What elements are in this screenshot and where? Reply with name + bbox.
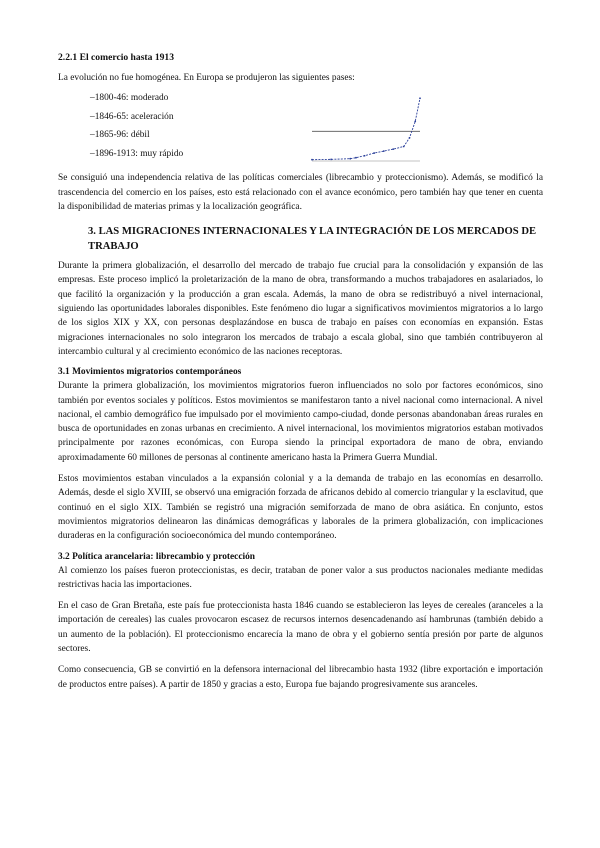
heading-2-2-1: 2.2.1 El comercio hasta 1913 bbox=[58, 52, 175, 63]
tariff-paragraph-2: En el caso de Gran Bretaña, este país fue proteccionista hasta 1846 cuando se establecieron las leyes de cereales (aranceles a la importación de cereales) las cuales provocaron escasez de recursos internos desencadenando así hambrunas (también debido a un aumento de la población). El proteccionismo encarecía la mano de obra y el gobierno sentía presión por parte de algunos sectores. bbox=[58, 601, 543, 655]
heading-3-migrations: 3. LAS MIGRACIONES INTERNACIONALES Y LA INTEGRACIÓN DE LOS MERCADOS DE TRABAJO bbox=[88, 226, 537, 253]
document-page bbox=[58, 52, 543, 692]
data-point bbox=[403, 146, 405, 148]
data-point bbox=[419, 98, 421, 100]
data-point bbox=[373, 152, 375, 154]
tariff-paragraph-3: Como consecuencia, GB se convirtió en la defensora internacional del librecambio hasta 1932 (libre exportación e importación de productos entre países). A partir de 1850 y gracias a esto, Europa fue bajando progresivamente sus aranceles. bbox=[58, 665, 543, 690]
data-point bbox=[355, 157, 357, 159]
data-point bbox=[409, 137, 411, 139]
trade-growth-chart bbox=[306, 91, 426, 167]
series-line bbox=[312, 99, 420, 160]
policy-paragraph: Se consiguió una independencia relativa de las políticas comerciales (librecambio y proteccionismo). Además, se modificó la trascendencia del comercio en los países, esto está relacionado con el avance económico, pero también hay que tener en cuenta la disponibilidad de materias primas y la localización geográfica. bbox=[58, 173, 543, 212]
data-point bbox=[364, 155, 366, 157]
data-point bbox=[311, 159, 313, 161]
phase-item: –1865-96: débil bbox=[90, 130, 150, 141]
data-point bbox=[383, 150, 385, 152]
phases-list bbox=[58, 89, 543, 163]
heading-3-1: 3.1 Movimientos migratorios contemporáneos bbox=[58, 367, 242, 378]
phase-item: –1896-1913: muy rápido bbox=[90, 148, 184, 159]
phase-item: –1846-65: aceleración bbox=[90, 111, 174, 122]
phase-item: –1800-46: moderado bbox=[90, 93, 169, 104]
phases-and-chart bbox=[58, 89, 543, 171]
data-point bbox=[414, 121, 416, 123]
movements-paragraph-1: Durante la primera globalización, los movimientos migratorios fueron influenciados no solo por factores económicos, sino también por eventos sociales y políticos. Estos movimientos se manifestaron tanto a nivel nacional como internacional. A nivel nacional, el cambio demográfico fue impulsado por el movimiento campo-ciudad, donde personas abandonaban áreas rurales en busca de oportunidades en zonas urbanas en crecimiento. A nivel internacional, los movimientos migratorios estaban motivados principalmente por razones económicas, con Europa siendo la principal exportadora de mano de obra, enviando aproximadamente 60 millones de personas al continente americano hasta la Primera Guerra Mundial. bbox=[58, 381, 543, 463]
movements-paragraph-2: Estos movimientos estaban vinculados a la expansión colonial y a la demanda de trabajo en las economías en desarrollo. Además, desde el siglo XVIII, se observó una emigración forzada de africanos debido al comercio triangular y la esclavitud, que continuó en el siglo XIX. También se registró una migración semiforzada de mano de obra asiática. En conjunto, estos movimientos migratorios delinearon las dinámicas demográficas y laborales de la primera globalización, con implicaciones duraderas en la configuración socioeconómica del mundo contemporáneo. bbox=[58, 474, 543, 542]
data-point bbox=[392, 149, 394, 151]
migration-paragraph: Durante la primera globalización, el desarrollo del mercado de trabajo fue crucial para la consolidación y expansión de las empresas. Este proceso implicó la proletarización de la mano de obra, transformando a muchos trabajadores en asalariados, lo que facilitó la organización y la producción a gran escala. Además, la mano de obra se redistribuyó a nivel internacional, siguiendo las oportunidades laborales disponibles. Este fenómeno dio lugar a significativos movimientos migratorios a lo largo de los siglos XIX y XX, con personas desplazándose en busca de trabajo en países con economías en expansión. Estas migraciones internacionales no solo integraron los mercados de trabajo a escala global, sino que también contribuyeron al intercambio cultural y al crecimiento económico de las naciones receptoras. bbox=[58, 261, 543, 357]
data-point bbox=[349, 158, 351, 160]
intro-paragraph: La evolución no fue homogénea. En Europa se produjeron las siguientes pases: bbox=[58, 73, 355, 83]
data-point bbox=[330, 159, 332, 161]
tariff-paragraph-1: Al comienzo los países fueron proteccionistas, es decir, trataban de poner valor a sus productos nacionales mediante medidas restrictivas hacia las importaciones. bbox=[58, 565, 543, 590]
heading-3-2: 3.2 Política arancelaria: librecambio y protección bbox=[58, 551, 256, 562]
